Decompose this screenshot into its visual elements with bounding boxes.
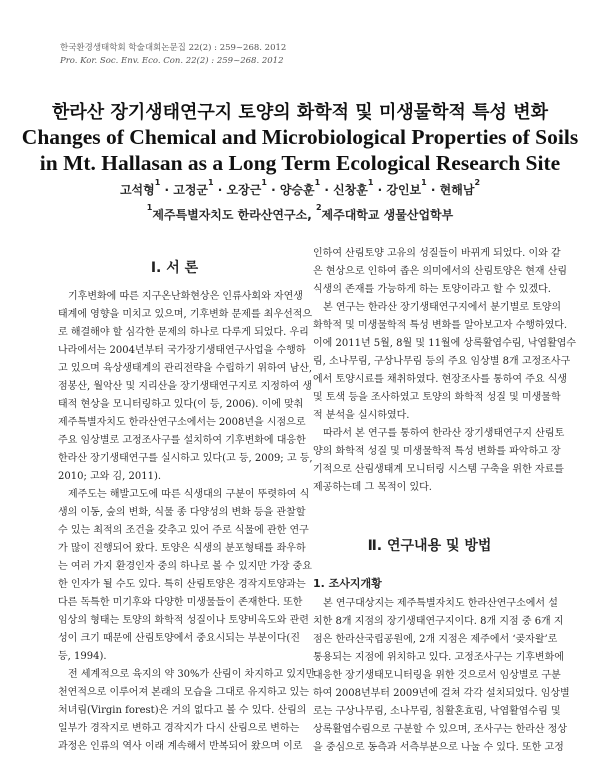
body-text-line: 전 세계적으로 육지의 약 30%가 산림이 차지하고 있지만	[68, 669, 316, 680]
body-text-line: 생의 이동, 숲의 변화, 식물 종 다양성의 변화 등을 관찰할	[58, 507, 306, 518]
author-affiliation-mark: 1	[208, 178, 214, 187]
body-text-line: 은 현상으로 인하여 좁은 의미에서의 산림토양은 현재 산림	[313, 266, 568, 277]
body-text-line: 주요 임상별로 고정조사구를 설치하여 기후변화에 대응한	[58, 435, 306, 446]
body-text-line: 치한 8개 지점의 장기생태연구지이다. 8개 지점 중 6개 지	[313, 616, 564, 627]
journal-citation-korean: 한국환경생태학회 학술대회논문집 22(2) : 259~268. 2012	[60, 43, 287, 53]
author-name: 양승훈	[279, 183, 315, 197]
body-text-line: 태계에 영향을 미치고 있으며, 기후변화 문제를 최우선적으	[58, 309, 313, 320]
author-separator: ·	[160, 183, 174, 197]
affiliation-list	[0, 203, 600, 223]
body-text-line: 통용되는 지점에 위치하고 있다. 고정조사구는 기후변화에	[313, 652, 564, 663]
body-text-line: 수 있는 최적의 조건을 갖추고 있어 주로 식물에 관한 연구	[58, 525, 309, 536]
body-text-line: 처녀림(Virgin forest)은 거의 없다고 볼 수 있다. 산림의	[58, 705, 307, 716]
body-text-line: 등, 1994).	[58, 651, 107, 662]
affiliation-mark: 2	[315, 203, 322, 212]
author-affiliation-mark: 1	[154, 178, 161, 187]
body-text-line: 본 연구대상지는 제주특별자치도 한라산연구소에서 설	[323, 598, 558, 609]
body-text-line: 다른 독특한 미기후와 다양한 미생물들이 존재한다. 또한	[58, 597, 303, 608]
body-text-line: 제주특별자치도 한라산연구소에서는 2008년을 시점으로	[58, 417, 306, 428]
body-text-line: 인하여 산림토양 고유의 성질들이 바뀌게 되었다. 이와 같	[313, 248, 561, 259]
author-separator: ·	[426, 183, 440, 197]
body-text-line: 제공하는데 그 목적이 있다.	[313, 482, 432, 493]
author-name: 신창훈	[333, 183, 368, 197]
author-affiliation-mark: 2	[474, 178, 481, 187]
body-text-line: 식생의 존재를 가능하게 하는 토양이라고 할 수 있겠다.	[313, 284, 551, 295]
body-text-line: 고 있으며 육상생태계의 관리전략을 수립하기 위하여 남산,	[58, 363, 313, 374]
body-text-line: 로는 구상나무림, 소나무림, 침활혼효림, 낙엽활엽수림 및	[313, 706, 561, 717]
body-text-line: 2010; 고와 김, 2011).	[58, 471, 162, 482]
author-list	[0, 178, 600, 198]
body-text-line: 점은 한라산국립공원에, 2개 지점은 제주에서 ‘곶자왈’로	[313, 634, 558, 645]
author-name: 고정군	[173, 183, 209, 197]
body-text-line: 기후변화에 따른 지구온난화현상은 인류사회와 자연생	[68, 291, 303, 302]
section-heading-introduction: Ⅰ. 서 론	[150, 260, 199, 276]
body-text-line: 기적으로 산림생태계 모니터링 시스템 구축을 위한 자료를	[313, 464, 564, 475]
affiliation-mark: 1	[146, 203, 153, 212]
body-text-line: 상록활엽수림으로 구분할 수 있으며, 조사구는 한라산 정상	[313, 724, 568, 735]
body-text-line: 적 분석을 실시하였다.	[313, 410, 410, 421]
left-column-body	[58, 288, 316, 756]
author-separator: ·	[266, 183, 280, 197]
body-text-line: 가 많이 진행되어 왔다. 토양은 식생의 분포형태를 좌우하	[58, 543, 306, 554]
body-text-line: 나라에서는 2004년부터 국가장기생태연구사업을 수행하	[58, 345, 306, 356]
body-text-line: 일부가 경작지로 변하고 경작지가 다시 산림으로 변하는	[58, 723, 300, 734]
body-text-line: 대응한 장기생태모니터링을 위한 것으로서 임상별로 구분	[313, 670, 561, 681]
body-text-line: 따라서 본 연구를 통하여 한라산 장기생태연구지 산림토	[323, 428, 565, 439]
body-text-line: 과정은 인류의 역사 이래 계속해서 반복되어 왔으며 이로	[58, 741, 303, 752]
body-text-line: 한 인자가 될 수도 있다. 특히 산림토양은 경작지토양과는	[58, 579, 306, 590]
body-text-line: 는 여러 가지 환경인자 중의 하나로 볼 수 있지만 가장 중요	[58, 561, 312, 572]
journal-citation-english: Pro. Kor. Soc. Env. Eco. Con. 22(2) : 259~268. 2012	[60, 56, 284, 66]
author-name: 현해남	[439, 183, 475, 197]
site-description-body	[313, 595, 570, 757]
body-text-line: 및 토색 등을 조사하였고 토양의 화학적 성질 및 미생물학	[313, 392, 561, 403]
right-column-body	[313, 245, 577, 497]
author-separator: ·	[320, 183, 334, 197]
author-separator: ·	[373, 183, 387, 197]
body-text-line: 제주도는 해발고도에 따른 식생대의 구분이 뚜렷하여 식	[68, 489, 310, 500]
body-text-line: 림, 소나무림, 구상나무림 등의 주요 임상별 8개 고정조사구	[313, 356, 571, 367]
subsection-heading-site: 1. 조사지개황	[313, 577, 382, 590]
author-name: 고석형	[119, 183, 155, 197]
affiliation-name: 제주특별자치도 한라산연구소,	[152, 208, 312, 222]
author-affiliation-mark: 1	[261, 178, 267, 187]
body-text-line: 성이 크기 때문에 산림토양에서 중요시되는 부분이다(진	[58, 633, 300, 644]
body-text-line: 을 중심으로 동측과 서측부분으로 나눌 수 있다. 또한 고정	[313, 742, 564, 753]
body-text-line: 태적 현상을 모니터링하고 있다(이 등, 2006). 이에 맞춰	[58, 399, 304, 410]
section-heading-methods: Ⅱ. 연구내용 및 방법	[367, 538, 492, 554]
body-text-line: 한라산 장기생태연구를 실시하고 있다(고 등, 2009; 고 등,	[58, 453, 313, 464]
author-name: 강인보	[386, 183, 422, 197]
body-text-line: 점봉산, 월악산 및 지리산을 장기생태연구지로 지정하여 생	[58, 381, 313, 392]
author-name: 오장근	[226, 183, 262, 197]
body-text-line: 천연적으로 이루어져 본래의 모습을 그대로 유지하고 있는	[58, 687, 309, 698]
body-text-line: 본 연구는 한라산 장기생태연구지에서 분기별로 토양의	[323, 302, 562, 313]
author-affiliation-mark: 1	[367, 178, 374, 187]
body-text-line: 하여 2008년부터 2009년에 걸쳐 각각 설치되었다. 임상별	[313, 688, 570, 699]
title-english-line-1: Changes of Chemical and Microbiological Properties of Soils	[21, 125, 579, 149]
title-english-line-2: in Mt. Hallasan as a Long Term Ecological Research Site	[39, 151, 561, 175]
body-text-line: 에서 토양시료를 채취하였다. 현장조사를 통하여 주요 식생	[313, 374, 568, 385]
author-affiliation-mark: 1	[314, 178, 321, 187]
author-affiliation-mark: 1	[421, 178, 427, 187]
body-text-line: 로 해결해야 할 심각한 문제의 하나로 다루게 되었다. 우리	[58, 327, 309, 338]
affiliation-name: 제주대학교 생물산업학부	[321, 208, 454, 222]
body-text-line: 이에 2011년 5월, 8월 및 11월에 상록활엽수림, 낙엽활엽수	[313, 338, 577, 349]
author-separator: ·	[213, 183, 227, 197]
body-text-line: 화학적 및 미생물학적 특성 변화를 알아보고자 수행하였다.	[313, 320, 568, 331]
body-text-line: 임상의 형태는 토양의 화학적 성질이나 토양비옥도와 관련	[58, 615, 309, 626]
title-korean: 한라산 장기생태연구지 토양의 화학적 및 미생물학적 특성 변화	[52, 102, 548, 123]
body-text-line: 양의 화학적 성질 및 미생물학적 특성 변화를 파악하고 장	[313, 446, 561, 457]
